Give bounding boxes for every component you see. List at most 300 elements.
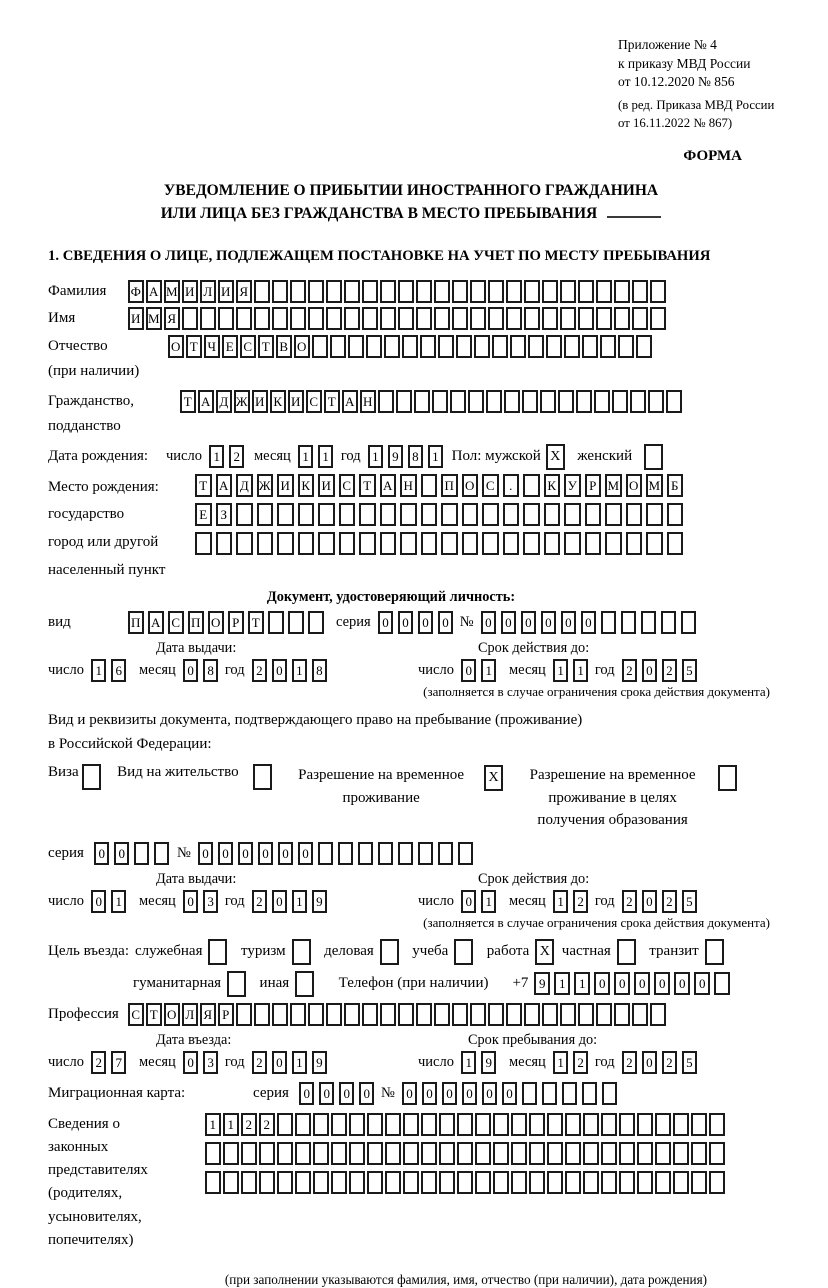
char-cell[interactable]: [511, 1113, 527, 1136]
char-cell[interactable]: [632, 1003, 648, 1026]
char-cell[interactable]: [493, 1142, 509, 1165]
char-cell[interactable]: К: [544, 474, 561, 497]
char-cell[interactable]: [205, 1142, 221, 1165]
char-cell[interactable]: [565, 1142, 581, 1165]
char-cell[interactable]: [673, 1142, 689, 1165]
char-cell[interactable]: [542, 1003, 558, 1026]
char-cell[interactable]: 0: [183, 659, 199, 682]
checkbox-cell[interactable]: [292, 939, 311, 965]
char-cell[interactable]: 1: [223, 1113, 239, 1136]
char-cell[interactable]: Ч: [204, 335, 220, 358]
char-cell[interactable]: [330, 335, 346, 358]
char-cell[interactable]: [295, 1171, 311, 1194]
char-cell[interactable]: [367, 1113, 383, 1136]
char-cell[interactable]: И: [182, 280, 198, 303]
char-cell[interactable]: 1: [298, 445, 314, 468]
char-cell[interactable]: [223, 1171, 239, 1194]
char-cell[interactable]: [288, 611, 304, 634]
char-cell[interactable]: 0: [299, 1082, 315, 1105]
char-cell[interactable]: [416, 1003, 432, 1026]
char-cell[interactable]: [403, 1142, 419, 1165]
char-cell[interactable]: [398, 1003, 414, 1026]
char-cell[interactable]: 1: [481, 659, 497, 682]
char-cell[interactable]: [432, 390, 448, 413]
char-cell[interactable]: [457, 1113, 473, 1136]
char-cell[interactable]: [529, 1113, 545, 1136]
char-cell[interactable]: [475, 1171, 491, 1194]
char-cell[interactable]: [272, 307, 288, 330]
char-cell[interactable]: 0: [541, 611, 557, 634]
char-cell[interactable]: [313, 1142, 329, 1165]
char-cell[interactable]: [326, 280, 342, 303]
char-cell[interactable]: 0: [461, 659, 477, 682]
char-cell[interactable]: [506, 280, 522, 303]
char-cell[interactable]: [619, 1113, 635, 1136]
char-cell[interactable]: [601, 1171, 617, 1194]
char-cell[interactable]: О: [294, 335, 310, 358]
char-cell[interactable]: [522, 390, 538, 413]
checkbox-cell[interactable]: [295, 971, 314, 997]
char-cell[interactable]: М: [146, 307, 162, 330]
char-cell[interactable]: Т: [324, 390, 340, 413]
char-cell[interactable]: [666, 390, 682, 413]
char-cell[interactable]: 9: [388, 445, 404, 468]
char-cell[interactable]: [331, 1171, 347, 1194]
char-cell[interactable]: [650, 307, 666, 330]
char-cell[interactable]: 0: [654, 972, 670, 995]
char-cell[interactable]: [673, 1171, 689, 1194]
char-cell[interactable]: 0: [461, 890, 477, 913]
char-cell[interactable]: [470, 280, 486, 303]
char-cell[interactable]: [619, 1142, 635, 1165]
char-cell[interactable]: И: [318, 474, 335, 497]
char-cell[interactable]: [257, 503, 274, 526]
char-cell[interactable]: [298, 503, 315, 526]
char-cell[interactable]: М: [164, 280, 180, 303]
char-cell[interactable]: [546, 335, 562, 358]
char-cell[interactable]: [272, 280, 288, 303]
char-cell[interactable]: 0: [521, 611, 537, 634]
char-cell[interactable]: [493, 1171, 509, 1194]
char-cell[interactable]: 1: [554, 972, 570, 995]
char-cell[interactable]: 3: [203, 1051, 219, 1074]
char-cell[interactable]: С: [306, 390, 322, 413]
char-cell[interactable]: 0: [634, 972, 650, 995]
char-cell[interactable]: 0: [339, 1082, 355, 1105]
char-cell[interactable]: [241, 1171, 257, 1194]
char-cell[interactable]: 2: [252, 659, 268, 682]
char-cell[interactable]: 5: [682, 1051, 698, 1074]
char-cell[interactable]: 0: [272, 890, 288, 913]
char-cell[interactable]: [585, 503, 602, 526]
char-cell[interactable]: [308, 307, 324, 330]
char-cell[interactable]: [308, 1003, 324, 1026]
char-cell[interactable]: [434, 307, 450, 330]
char-cell[interactable]: [578, 280, 594, 303]
char-cell[interactable]: [614, 1003, 630, 1026]
char-cell[interactable]: [475, 1113, 491, 1136]
char-cell[interactable]: [313, 1113, 329, 1136]
char-cell[interactable]: [403, 1171, 419, 1194]
checkbox-cell[interactable]: [380, 939, 399, 965]
char-cell[interactable]: [218, 307, 234, 330]
char-cell[interactable]: А: [146, 280, 162, 303]
char-cell[interactable]: [438, 842, 454, 865]
char-cell[interactable]: [601, 611, 617, 634]
char-cell[interactable]: [439, 1113, 455, 1136]
char-cell[interactable]: [313, 1171, 329, 1194]
char-cell[interactable]: Е: [222, 335, 238, 358]
char-cell[interactable]: [362, 1003, 378, 1026]
char-cell[interactable]: [458, 842, 474, 865]
char-cell[interactable]: [655, 1171, 671, 1194]
char-cell[interactable]: 0: [278, 842, 294, 865]
char-cell[interactable]: [326, 307, 342, 330]
char-cell[interactable]: [223, 1142, 239, 1165]
char-cell[interactable]: [596, 1003, 612, 1026]
char-cell[interactable]: [385, 1113, 401, 1136]
char-cell[interactable]: [400, 503, 417, 526]
char-cell[interactable]: [195, 532, 212, 555]
char-cell[interactable]: [681, 611, 697, 634]
char-cell[interactable]: [506, 307, 522, 330]
char-cell[interactable]: [565, 1113, 581, 1136]
char-cell[interactable]: 0: [642, 890, 658, 913]
char-cell[interactable]: [482, 503, 499, 526]
char-cell[interactable]: [385, 1142, 401, 1165]
char-cell[interactable]: 0: [481, 611, 497, 634]
char-cell[interactable]: [488, 280, 504, 303]
char-cell[interactable]: [542, 307, 558, 330]
char-cell[interactable]: Д: [236, 474, 253, 497]
char-cell[interactable]: [154, 842, 170, 865]
char-cell[interactable]: [637, 1171, 653, 1194]
char-cell[interactable]: 9: [534, 972, 550, 995]
char-cell[interactable]: [585, 532, 602, 555]
char-cell[interactable]: [295, 1113, 311, 1136]
char-cell[interactable]: [547, 1113, 563, 1136]
char-cell[interactable]: [528, 335, 544, 358]
char-cell[interactable]: [254, 1003, 270, 1026]
char-cell[interactable]: [560, 280, 576, 303]
char-cell[interactable]: [308, 280, 324, 303]
char-cell[interactable]: 0: [642, 1051, 658, 1074]
char-cell[interactable]: Р: [218, 1003, 234, 1026]
char-cell[interactable]: 2: [252, 1051, 268, 1074]
char-cell[interactable]: [621, 611, 637, 634]
char-cell[interactable]: [630, 390, 646, 413]
char-cell[interactable]: [349, 1113, 365, 1136]
char-cell[interactable]: О: [208, 611, 224, 634]
char-cell[interactable]: [619, 1171, 635, 1194]
char-cell[interactable]: Н: [400, 474, 417, 497]
char-cell[interactable]: [524, 1003, 540, 1026]
char-cell[interactable]: Р: [228, 611, 244, 634]
char-cell[interactable]: [646, 503, 663, 526]
char-cell[interactable]: [421, 532, 438, 555]
char-cell[interactable]: 0: [694, 972, 710, 995]
char-cell[interactable]: 1: [573, 659, 589, 682]
char-cell[interactable]: А: [342, 390, 358, 413]
char-cell[interactable]: [641, 611, 657, 634]
char-cell[interactable]: [295, 1142, 311, 1165]
char-cell[interactable]: [434, 1003, 450, 1026]
char-cell[interactable]: .: [503, 474, 520, 497]
char-cell[interactable]: [421, 474, 438, 497]
char-cell[interactable]: [576, 390, 592, 413]
char-cell[interactable]: [560, 1003, 576, 1026]
char-cell[interactable]: 9: [312, 890, 328, 913]
char-cell[interactable]: И: [252, 390, 268, 413]
checkbox-cell[interactable]: X: [535, 939, 554, 965]
char-cell[interactable]: [667, 503, 684, 526]
char-cell[interactable]: [331, 1142, 347, 1165]
char-cell[interactable]: 0: [359, 1082, 375, 1105]
char-cell[interactable]: [312, 335, 328, 358]
char-cell[interactable]: [596, 280, 612, 303]
checkbox-cell[interactable]: [718, 765, 737, 791]
char-cell[interactable]: Л: [182, 1003, 198, 1026]
char-cell[interactable]: [626, 503, 643, 526]
char-cell[interactable]: 2: [573, 890, 589, 913]
char-cell[interactable]: А: [380, 474, 397, 497]
char-cell[interactable]: [655, 1113, 671, 1136]
char-cell[interactable]: Л: [200, 280, 216, 303]
char-cell[interactable]: [277, 503, 294, 526]
char-cell[interactable]: [420, 335, 436, 358]
char-cell[interactable]: Я: [200, 1003, 216, 1026]
char-cell[interactable]: [578, 1003, 594, 1026]
char-cell[interactable]: [254, 307, 270, 330]
char-cell[interactable]: Т: [248, 611, 264, 634]
char-cell[interactable]: [402, 335, 418, 358]
char-cell[interactable]: [544, 532, 561, 555]
char-cell[interactable]: [667, 532, 684, 555]
char-cell[interactable]: [200, 307, 216, 330]
char-cell[interactable]: [398, 307, 414, 330]
char-cell[interactable]: [326, 1003, 342, 1026]
char-cell[interactable]: 0: [378, 611, 394, 634]
checkbox-cell[interactable]: [208, 939, 227, 965]
char-cell[interactable]: Т: [359, 474, 376, 497]
char-cell[interactable]: [339, 532, 356, 555]
checkbox-cell[interactable]: [82, 764, 101, 790]
char-cell[interactable]: 2: [91, 1051, 107, 1074]
char-cell[interactable]: 0: [418, 611, 434, 634]
char-cell[interactable]: М: [605, 474, 622, 497]
char-cell[interactable]: [366, 335, 382, 358]
char-cell[interactable]: И: [128, 307, 144, 330]
char-cell[interactable]: [714, 972, 730, 995]
char-cell[interactable]: [182, 307, 198, 330]
char-cell[interactable]: [618, 335, 634, 358]
char-cell[interactable]: 0: [272, 659, 288, 682]
char-cell[interactable]: 0: [501, 611, 517, 634]
char-cell[interactable]: [290, 1003, 306, 1026]
char-cell[interactable]: С: [128, 1003, 144, 1026]
char-cell[interactable]: [349, 1142, 365, 1165]
char-cell[interactable]: 0: [442, 1082, 458, 1105]
char-cell[interactable]: Ж: [234, 390, 250, 413]
char-cell[interactable]: [268, 611, 284, 634]
char-cell[interactable]: [380, 503, 397, 526]
char-cell[interactable]: [524, 280, 540, 303]
char-cell[interactable]: 0: [674, 972, 690, 995]
char-cell[interactable]: П: [441, 474, 458, 497]
char-cell[interactable]: 6: [111, 659, 127, 682]
char-cell[interactable]: [470, 307, 486, 330]
char-cell[interactable]: 1: [209, 445, 225, 468]
char-cell[interactable]: [378, 842, 394, 865]
char-cell[interactable]: 2: [252, 890, 268, 913]
char-cell[interactable]: [578, 307, 594, 330]
char-cell[interactable]: [661, 611, 677, 634]
char-cell[interactable]: [637, 1113, 653, 1136]
char-cell[interactable]: [511, 1171, 527, 1194]
char-cell[interactable]: З: [216, 503, 233, 526]
char-cell[interactable]: [529, 1171, 545, 1194]
char-cell[interactable]: [482, 532, 499, 555]
char-cell[interactable]: [523, 532, 540, 555]
char-cell[interactable]: [523, 474, 540, 497]
char-cell[interactable]: [331, 1113, 347, 1136]
char-cell[interactable]: [272, 1003, 288, 1026]
char-cell[interactable]: [344, 1003, 360, 1026]
char-cell[interactable]: [544, 503, 561, 526]
char-cell[interactable]: М: [646, 474, 663, 497]
char-cell[interactable]: [612, 390, 628, 413]
char-cell[interactable]: [564, 532, 581, 555]
char-cell[interactable]: 0: [402, 1082, 418, 1105]
char-cell[interactable]: [457, 1171, 473, 1194]
char-cell[interactable]: 8: [203, 659, 219, 682]
checkbox-cell[interactable]: [617, 939, 636, 965]
char-cell[interactable]: [673, 1113, 689, 1136]
char-cell[interactable]: 0: [438, 611, 454, 634]
char-cell[interactable]: [488, 307, 504, 330]
char-cell[interactable]: 2: [622, 890, 638, 913]
char-cell[interactable]: [298, 532, 315, 555]
char-cell[interactable]: [602, 1082, 618, 1105]
char-cell[interactable]: [450, 390, 466, 413]
char-cell[interactable]: Д: [216, 390, 232, 413]
char-cell[interactable]: [384, 335, 400, 358]
char-cell[interactable]: [362, 307, 378, 330]
char-cell[interactable]: [290, 280, 306, 303]
char-cell[interactable]: 0: [502, 1082, 518, 1105]
char-cell[interactable]: [547, 1142, 563, 1165]
char-cell[interactable]: [560, 307, 576, 330]
char-cell[interactable]: 1: [553, 1051, 569, 1074]
checkbox-cell[interactable]: X: [546, 444, 565, 470]
char-cell[interactable]: [614, 280, 630, 303]
char-cell[interactable]: [596, 307, 612, 330]
char-cell[interactable]: [564, 503, 581, 526]
char-cell[interactable]: [338, 842, 354, 865]
char-cell[interactable]: 0: [238, 842, 254, 865]
char-cell[interactable]: О: [168, 335, 184, 358]
char-cell[interactable]: [344, 307, 360, 330]
char-cell[interactable]: 1: [205, 1113, 221, 1136]
char-cell[interactable]: И: [277, 474, 294, 497]
char-cell[interactable]: [524, 307, 540, 330]
char-cell[interactable]: 2: [662, 890, 678, 913]
char-cell[interactable]: 2: [662, 1051, 678, 1074]
char-cell[interactable]: 0: [91, 890, 107, 913]
char-cell[interactable]: [257, 532, 274, 555]
char-cell[interactable]: [540, 390, 556, 413]
char-cell[interactable]: [254, 280, 270, 303]
char-cell[interactable]: К: [298, 474, 315, 497]
char-cell[interactable]: [468, 390, 484, 413]
char-cell[interactable]: А: [216, 474, 233, 497]
char-cell[interactable]: 0: [581, 611, 597, 634]
char-cell[interactable]: [421, 503, 438, 526]
char-cell[interactable]: 2: [622, 1051, 638, 1074]
char-cell[interactable]: [290, 307, 306, 330]
char-cell[interactable]: [601, 1142, 617, 1165]
char-cell[interactable]: [416, 307, 432, 330]
char-cell[interactable]: [583, 1113, 599, 1136]
char-cell[interactable]: 1: [368, 445, 384, 468]
char-cell[interactable]: 0: [482, 1082, 498, 1105]
char-cell[interactable]: 0: [614, 972, 630, 995]
char-cell[interactable]: [542, 280, 558, 303]
char-cell[interactable]: У: [564, 474, 581, 497]
char-cell[interactable]: [339, 503, 356, 526]
char-cell[interactable]: [529, 1142, 545, 1165]
char-cell[interactable]: [277, 1142, 293, 1165]
char-cell[interactable]: [522, 1082, 538, 1105]
char-cell[interactable]: [216, 532, 233, 555]
char-cell[interactable]: О: [626, 474, 643, 497]
char-cell[interactable]: [605, 503, 622, 526]
char-cell[interactable]: 1: [318, 445, 334, 468]
char-cell[interactable]: 0: [561, 611, 577, 634]
char-cell[interactable]: [632, 280, 648, 303]
char-cell[interactable]: [470, 1003, 486, 1026]
char-cell[interactable]: [582, 335, 598, 358]
char-cell[interactable]: В: [276, 335, 292, 358]
char-cell[interactable]: [205, 1171, 221, 1194]
char-cell[interactable]: [709, 1113, 725, 1136]
char-cell[interactable]: 1: [553, 659, 569, 682]
char-cell[interactable]: 0: [198, 842, 214, 865]
char-cell[interactable]: Т: [186, 335, 202, 358]
char-cell[interactable]: И: [218, 280, 234, 303]
char-cell[interactable]: 1: [461, 1051, 477, 1074]
char-cell[interactable]: [452, 307, 468, 330]
char-cell[interactable]: [318, 532, 335, 555]
char-cell[interactable]: [510, 335, 526, 358]
char-cell[interactable]: О: [462, 474, 479, 497]
char-cell[interactable]: С: [339, 474, 356, 497]
char-cell[interactable]: [709, 1142, 725, 1165]
char-cell[interactable]: К: [270, 390, 286, 413]
char-cell[interactable]: 0: [114, 842, 130, 865]
char-cell[interactable]: [504, 390, 520, 413]
char-cell[interactable]: [601, 1113, 617, 1136]
char-cell[interactable]: [503, 532, 520, 555]
char-cell[interactable]: Т: [180, 390, 196, 413]
char-cell[interactable]: 0: [183, 890, 199, 913]
char-cell[interactable]: [614, 307, 630, 330]
char-cell[interactable]: 0: [183, 1051, 199, 1074]
char-cell[interactable]: [359, 532, 376, 555]
char-cell[interactable]: [637, 1142, 653, 1165]
char-cell[interactable]: [486, 390, 502, 413]
char-cell[interactable]: [421, 1171, 437, 1194]
